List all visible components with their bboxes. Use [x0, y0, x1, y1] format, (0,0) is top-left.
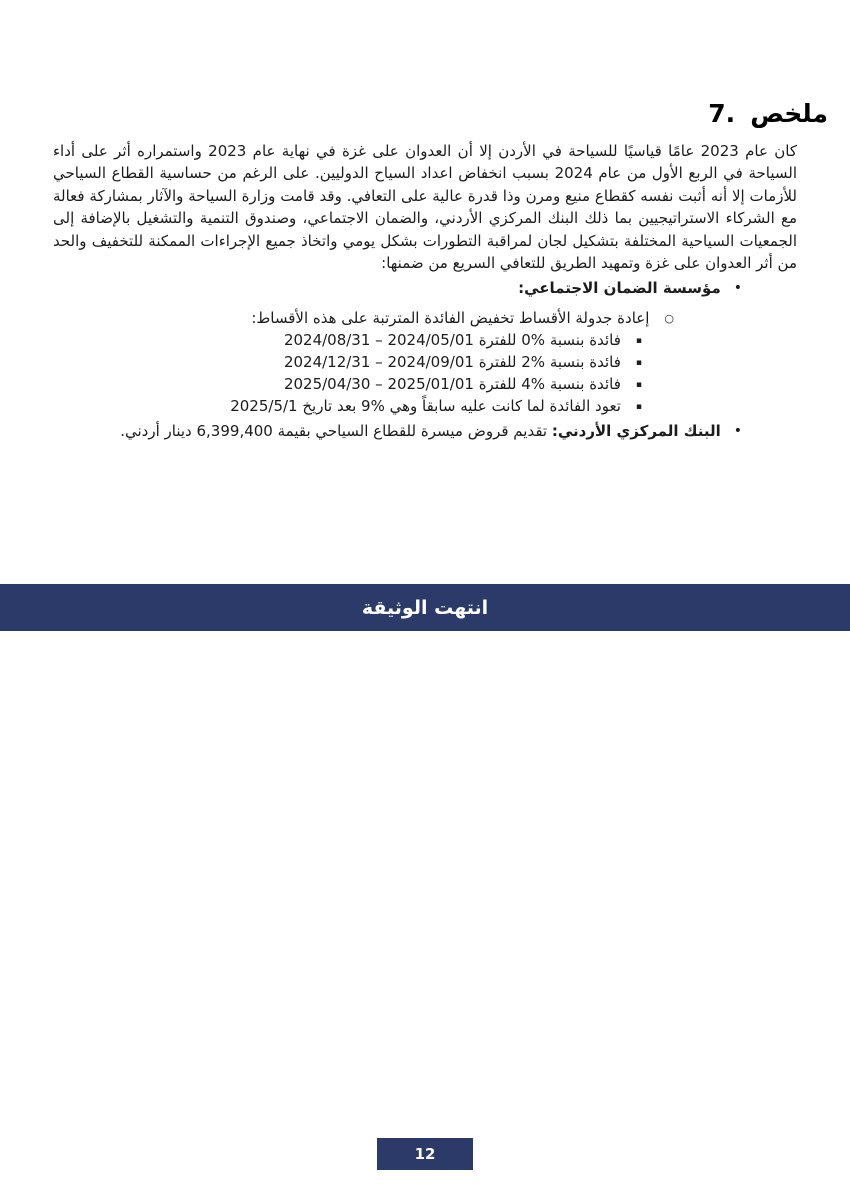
end-of-document-banner: [0, 584, 850, 631]
section-heading: [708, 99, 828, 128]
list-item-social-security: [518, 277, 742, 299]
sub-sub-item-interest-revert-label: تعود الفائدة لما كانت عليه سابقاً وهي %9 بعد تاريخ 2025/5/1: [230, 397, 621, 415]
sub-sub-item-interest-4: [284, 373, 642, 396]
list-item-central-bank-text: تقديم قروض ميسرة للقطاع السياحي بقيمة 6,399,400 دينار أردني.: [120, 422, 552, 440]
section-title: ملخص: [750, 99, 828, 128]
bullet-dot-icon: •: [733, 423, 742, 439]
list-item-central-bank-title: البنك المركزي الأردني:: [551, 422, 721, 440]
page-number: 12: [414, 1145, 436, 1163]
sub-sub-item-interest-revert: [230, 395, 642, 418]
square-bullet-icon: ▪: [635, 380, 642, 390]
bullet-dot-icon: •: [733, 280, 742, 296]
end-of-document-label: انتهت الوثيقة: [361, 596, 489, 619]
sub-sub-item-interest-0: [284, 329, 642, 352]
list-item-central-bank: [120, 420, 742, 442]
sub-sub-item-interest-2-label: فائدة بنسبة %2 للفترة 2024/09/01 – 2024/12/31: [283, 353, 621, 371]
sub-list-item-reschedule: [251, 307, 674, 330]
square-bullet-icon: ▪: [635, 336, 642, 346]
circle-bullet-icon: ○: [664, 312, 674, 325]
square-bullet-icon: ▪: [635, 402, 642, 412]
summary-paragraph: كان عام 2023 عامًا قياسيًا للسياحة في الأردن إلا أن العدوان على غزة في نهاية عام 2023 واستمراره أثر على أداء السياحة في الربع الأول من عام 2024 بسبب انخفاض اعداد السياح الدوليين. على الرغم من حساسية القطاع السياحي للأزمات إلا أنه أثبت نفسه كقطاع منيع ومرن وذا قدرة عالية على التعافي. وقد قامت وزارة السياحة والآثار بمشاركة فعالة مع الشركاء الاستراتيجيين بما ذلك البنك المركزي الأردني، والضمان الاجتماعي، وصندوق التنمية والتشغيل بالإضافة إلى الجمعيات السياحية المختلفة بتشكيل لجان لمراقبة التطورات بشكل يومي واتخاذ جميع الإجراءات الممكنة للتخفيف والحد من أثر العدوان على غزة وتمهيد الطريق للتعافي السريع من ضمنها:: [53, 142, 797, 273]
page-number-badge: [377, 1138, 473, 1170]
sub-sub-item-interest-0-label: فائدة بنسبة %0 للفترة 2024/05/01 – 2024/08/31: [283, 331, 621, 349]
sub-sub-item-interest-4-label: فائدة بنسبة %4 للفترة 2025/01/01 – 2025/04/30: [283, 375, 621, 393]
square-bullet-icon: ▪: [635, 358, 642, 368]
sub-list-item-reschedule-label: إعادة جدولة الأقساط تخفيض الفائدة المترتبة على هذه الأقساط:: [251, 309, 650, 327]
section-number: 7.: [708, 99, 736, 128]
list-item-social-security-label: مؤسسة الضمان الاجتماعي:: [518, 279, 721, 297]
sub-sub-item-interest-2: [284, 351, 642, 374]
